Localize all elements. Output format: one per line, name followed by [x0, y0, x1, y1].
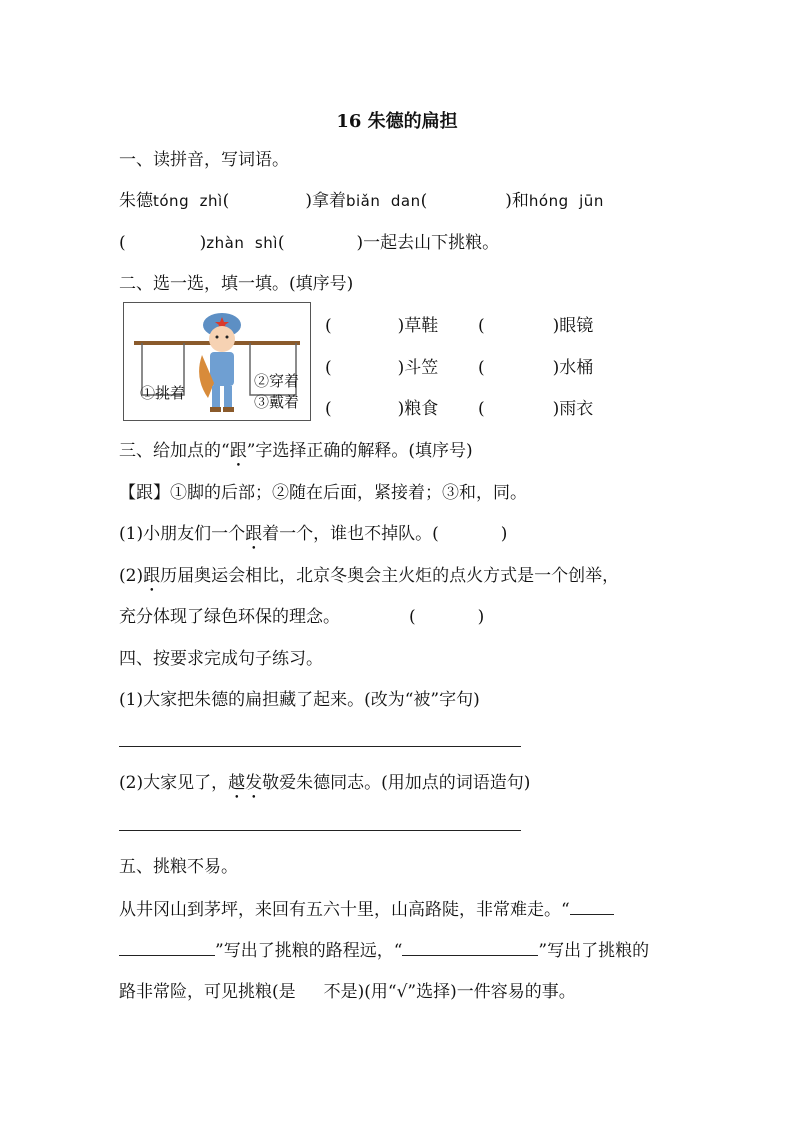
section1-heading: 一、读拼音，写词语。 — [119, 150, 289, 170]
pinyin-biandan: biǎn dan — [345, 192, 421, 210]
pic-label-2: ②穿着 — [254, 372, 300, 390]
illustration-box — [123, 302, 311, 421]
section4-q2: (2)大家见了，越发敬爱朱德同志。(用加点的词语造句) — [119, 773, 531, 793]
fill-blank-2[interactable] — [402, 939, 538, 956]
pic-label-3: ③戴着 — [254, 393, 300, 411]
section5-heading: 五、挑粮不易。 — [119, 857, 238, 877]
fill-blank-1a[interactable] — [570, 898, 614, 915]
page-title: 16 朱德的扁担 — [336, 111, 458, 132]
section4-q1: (1)大家把朱德的扁担藏了起来。(改为“被”字句) — [119, 690, 480, 710]
section5-line1: 从井冈山到茅坪，来回有五六十里，山高路陡，非常难走。“ — [119, 898, 614, 921]
choice-item: ( )斗笠 — [325, 358, 439, 378]
pic-label-1: ①挑着 — [140, 384, 186, 402]
pinyin-tongzhi: tóng zhì — [153, 192, 223, 210]
definition: 【跟】①脚的后部；②随在后面，紧接着；③和，同。 — [119, 483, 527, 503]
answer-line-1[interactable] — [119, 746, 521, 747]
section5-line3: 路非常险，可见挑粮(是 不是)(用“√”选择)一件容易的事。 — [119, 982, 576, 1002]
choice-item: ( )草鞋 — [325, 316, 439, 336]
pinyin-zhanshi: zhàn shì — [206, 234, 278, 252]
choice-item: ( )水桶 — [478, 358, 594, 378]
section4-heading: 四、按要求完成句子练习。 — [119, 649, 323, 669]
section3-q2-line2: 充分体现了绿色环保的理念。 — [119, 607, 340, 627]
section3-q2-line1: (2)跟历届奥运会相比，北京冬奥会主火炬的点火方式是一个创举， — [119, 566, 620, 586]
fill-blank-1b[interactable] — [119, 939, 215, 956]
section2-heading: 二、选一选，填一填。(填序号) — [119, 274, 354, 294]
answer-slot-q2[interactable]: ( ) — [409, 607, 485, 627]
choice-item: ( )粮食 — [325, 399, 439, 419]
section3-q1: (1)小朋友们一个跟着一个，谁也不掉队。( ) — [119, 524, 508, 544]
section3-heading: 三、给加点的“跟”字选择正确的解释。(填序号) — [119, 441, 473, 461]
answer-line-2[interactable] — [119, 830, 521, 831]
section1-line1: 朱德tóng zhì( )拿着biǎn dan( )和hóng jūn — [119, 191, 604, 211]
section1-line2: ( )zhàn shì( )一起去山下挑粮。 — [119, 233, 500, 253]
choice-item: ( )雨衣 — [478, 399, 594, 419]
section5-line2: ”写出了挑粮的路程远，“ ”写出了挑粮的 — [119, 939, 649, 962]
pinyin-hongjun: hóng jūn — [528, 192, 604, 210]
choice-item: ( )眼镜 — [478, 316, 594, 336]
